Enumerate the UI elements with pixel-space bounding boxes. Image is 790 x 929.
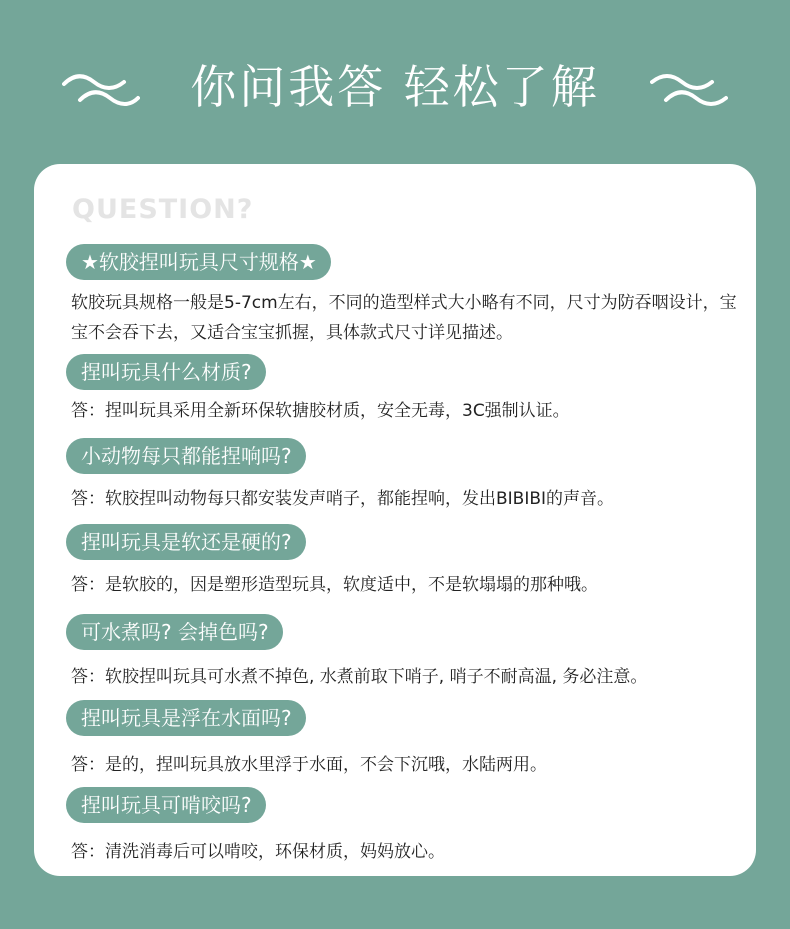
faq-question-2: 捏叫玩具什么材质? bbox=[66, 354, 266, 390]
header-banner bbox=[0, 0, 790, 165]
faq-question-3: 小动物每只都能捏响吗? bbox=[66, 438, 306, 474]
page-title: 你问我答 轻松了解 bbox=[190, 60, 600, 114]
question-label: QUESTION? bbox=[72, 194, 254, 225]
faq-answer-7: 答：清洗消毒后可以啃咬，环保材质，妈妈放心。 bbox=[71, 842, 445, 862]
faq-answer-1: 软胶玩具规格一般是5-7cm左右，不同的造型样式大小略有不同，尺寸为防吞咽设计，宝宝不会吞下去，又适合宝宝抓握，具体款式尺寸详见描述。 bbox=[71, 293, 737, 343]
wave-right-icon bbox=[650, 70, 728, 112]
faq-answer-3: 答：软胶捏叫动物每只都安装发声哨子，都能捏响，发出BIBIBI的声音。 bbox=[71, 489, 615, 509]
faq-answer-4: 答：是软胶的，因是塑形造型玩具，软度适中，不是软塌塌的那种哦。 bbox=[71, 575, 598, 595]
faq-answer-6: 答：是的，捏叫玩具放水里浮于水面，不会下沉哦，水陆两用。 bbox=[71, 755, 547, 775]
bottom-strip bbox=[0, 876, 790, 929]
faq-question-6: 捏叫玩具是浮在水面吗? bbox=[66, 700, 306, 736]
faq-question-7: 捏叫玩具可啃咬吗? bbox=[66, 787, 266, 823]
faq-question-1: ★软胶捏叫玩具尺寸规格★ bbox=[66, 244, 331, 280]
faq-question-4: 捏叫玩具是软还是硬的? bbox=[66, 524, 306, 560]
faq-question-5: 可水煮吗? 会掉色吗? bbox=[66, 614, 283, 650]
faq-answer-5: 答：软胶捏叫玩具可水煮不掉色, 水煮前取下哨子, 哨子不耐高温, 务必注意。 bbox=[71, 667, 648, 687]
faq-answer-2: 答：捏叫玩具采用全新环保软搪胶材质，安全无毒，3C强制认证。 bbox=[71, 401, 570, 421]
faq-card bbox=[34, 164, 756, 876]
